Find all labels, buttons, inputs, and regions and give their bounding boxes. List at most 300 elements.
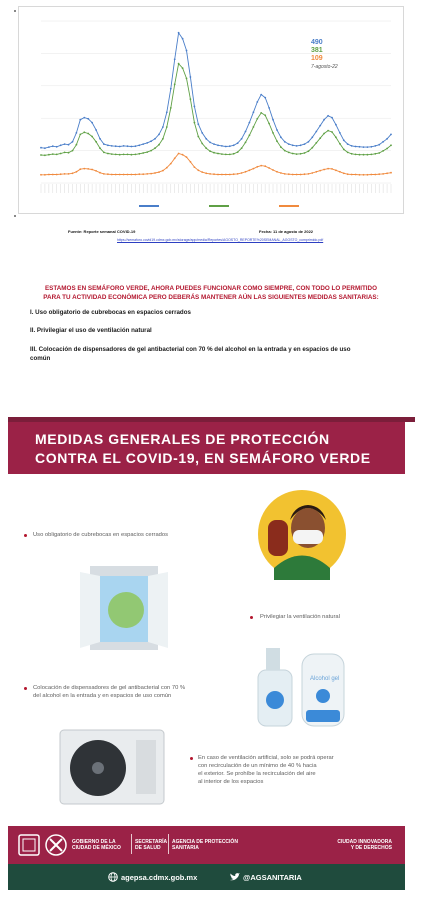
- data-point: [158, 134, 160, 136]
- data-point: [166, 126, 168, 128]
- series-line-1: [41, 64, 391, 156]
- data-point: [154, 138, 156, 140]
- open-window-illustration: [78, 562, 170, 654]
- data-point: [213, 143, 215, 145]
- footer-divider: [168, 834, 169, 854]
- source-link[interactable]: https://semaforo.covid19.cdmx.gob.mx/storage/app/media/Reportes/AGOSTO_REPORTE%20SEMANAL_AGOSTO_comprimido.pdf: [117, 238, 324, 242]
- antibacterial-gel-illustration: [252, 644, 348, 728]
- data-point: [260, 165, 262, 167]
- data-point: [209, 150, 211, 152]
- data-point: [323, 119, 325, 121]
- data-point: [209, 173, 211, 175]
- data-point: [245, 142, 247, 144]
- notice-line-2: PARA TU ACTIVIDAD ECONÓMICA PERO DEBERÁS MANTENER AÚN LAS SIGUIENTES MEDIDAS SANITARIAS:: [43, 294, 379, 301]
- data-point: [56, 174, 58, 176]
- data-point: [221, 153, 223, 155]
- data-point: [253, 168, 255, 170]
- data-point: [363, 154, 365, 156]
- bullet-av-line-3: el exterior. Se prohíbe la recirculación del aire: [198, 771, 316, 777]
- data-point: [331, 117, 333, 119]
- legend-swatch: [279, 205, 299, 207]
- chart-frame: [18, 6, 404, 214]
- data-point: [162, 170, 164, 172]
- data-point: [135, 154, 137, 156]
- data-point: [323, 169, 325, 171]
- data-point: [162, 138, 164, 140]
- data-point: [264, 114, 266, 116]
- website-link[interactable]: agepsa.cdmx.gob.mx: [121, 873, 198, 882]
- data-point: [123, 145, 125, 147]
- hand-wash-icon: [266, 691, 284, 709]
- data-point: [249, 134, 251, 136]
- data-point: [280, 172, 282, 174]
- data-point: [182, 38, 184, 40]
- data-point: [142, 152, 144, 154]
- data-point: [162, 126, 164, 128]
- data-point: [119, 146, 121, 148]
- data-point: [138, 173, 140, 175]
- data-point: [308, 173, 310, 175]
- data-point: [174, 83, 176, 85]
- masked-person-illustration: [256, 488, 348, 580]
- bullet-av-line-1: En caso de ventilación artificial, solo se podrá operar: [198, 755, 334, 761]
- data-point: [315, 142, 317, 144]
- data-point: [178, 32, 180, 34]
- data-point: [79, 168, 81, 170]
- data-point: [237, 142, 239, 144]
- data-point: [367, 154, 369, 156]
- window-shutter-right: [148, 572, 168, 648]
- data-point: [351, 145, 353, 147]
- data-point: [292, 144, 294, 146]
- data-point: [99, 172, 101, 174]
- data-point: [115, 145, 117, 147]
- data-point: [131, 174, 133, 176]
- data-point: [190, 76, 192, 78]
- data-point: [343, 139, 345, 141]
- data-point: [205, 172, 207, 174]
- data-point: [280, 146, 282, 148]
- data-point: [68, 144, 70, 146]
- data-point: [355, 154, 357, 156]
- data-point: [272, 169, 274, 171]
- tree-foliage: [108, 592, 144, 628]
- data-point: [174, 157, 176, 159]
- bullet-gel-line-2: del alcohol en la entrada y en espacios de uso común: [33, 693, 172, 699]
- data-point: [178, 63, 180, 65]
- data-point: [363, 146, 365, 148]
- footer-government-bar: [8, 826, 405, 864]
- data-point: [237, 151, 239, 153]
- data-point: [256, 118, 258, 120]
- data-point: [68, 152, 70, 154]
- data-point: [166, 167, 168, 169]
- data-point: [123, 154, 125, 156]
- data-point: [241, 147, 243, 149]
- data-point: [170, 107, 172, 109]
- gel-pump: [266, 648, 280, 670]
- data-point: [87, 133, 89, 135]
- data-point: [72, 150, 74, 152]
- footer-divider: [131, 834, 132, 854]
- data-point: [276, 140, 278, 142]
- data-point: [304, 173, 306, 175]
- page-marker-dot: [14, 215, 16, 217]
- bullet-mask-text: Uso obligatorio de cubrebocas en espacios cerrados: [33, 532, 169, 538]
- data-point: [127, 154, 129, 156]
- data-point: [351, 174, 353, 176]
- data-point: [119, 174, 121, 176]
- data-point: [127, 145, 129, 147]
- footer-secretariat-label: [135, 839, 167, 851]
- data-point: [233, 173, 235, 175]
- data-point: [386, 148, 388, 150]
- legend-swatch: [139, 205, 159, 207]
- data-point: [95, 141, 97, 143]
- source-date: Fecha: 11 de agosto de 2022: [259, 229, 314, 234]
- data-point: [107, 144, 109, 146]
- data-point: [390, 172, 392, 174]
- data-point: [382, 141, 384, 143]
- covid-chart-section: [0, 0, 421, 245]
- data-point: [107, 173, 109, 175]
- chart-legend-values: [311, 39, 338, 71]
- data-point: [351, 153, 353, 155]
- measure-3: [30, 345, 375, 363]
- data-point: [229, 145, 231, 147]
- bullet-dot: [24, 687, 27, 690]
- data-point: [60, 153, 62, 155]
- data-point: [76, 171, 78, 173]
- bullet-ventilation-text: Privilegiar la ventilación natural: [260, 614, 340, 620]
- data-point: [229, 174, 231, 176]
- data-point: [119, 154, 121, 156]
- data-point: [221, 145, 223, 147]
- data-point: [123, 174, 125, 176]
- bullet-av-line-2: con recirculación de un mínimo de 40 % hacia: [198, 763, 317, 769]
- data-point: [146, 151, 148, 153]
- data-point: [182, 154, 184, 156]
- series-line-2: [41, 154, 391, 175]
- data-point: [72, 141, 74, 143]
- ac-fan-hub: [92, 762, 104, 774]
- data-point: [327, 115, 329, 117]
- data-point: [131, 146, 133, 148]
- data-point: [323, 133, 325, 135]
- sec-line-2: DE SALUD: [135, 845, 161, 851]
- data-point: [64, 143, 66, 145]
- data-point: [174, 58, 176, 60]
- cdmx-logo-icon: [44, 833, 68, 857]
- data-point: [256, 101, 258, 103]
- hospitalization-line-chart: [19, 7, 405, 215]
- data-point: [339, 143, 341, 145]
- data-point: [374, 174, 376, 176]
- data-point: [190, 161, 192, 163]
- data-point: [339, 171, 341, 173]
- data-point: [308, 141, 310, 143]
- data-point: [382, 150, 384, 152]
- data-point: [229, 154, 231, 156]
- data-point: [131, 154, 133, 156]
- bottle-label: Alcohol gel: [310, 676, 340, 682]
- data-point: [103, 173, 105, 175]
- data-point: [205, 147, 207, 149]
- data-point: [40, 174, 42, 176]
- data-point: [284, 150, 286, 152]
- data-point: [170, 88, 172, 90]
- data-point: [225, 174, 227, 176]
- data-point: [154, 172, 156, 174]
- data-point: [253, 126, 255, 128]
- data-point: [359, 174, 361, 176]
- data-point: [40, 154, 42, 156]
- data-point: [221, 174, 223, 176]
- legend-date: 7-agosto-22: [311, 64, 338, 70]
- data-point: [253, 111, 255, 113]
- data-point: [311, 136, 313, 138]
- data-point: [166, 111, 168, 113]
- data-point: [378, 173, 380, 175]
- data-point: [355, 174, 357, 176]
- air-conditioner-illustration: [56, 724, 168, 810]
- data-point: [87, 168, 89, 170]
- data-point: [284, 173, 286, 175]
- gov-line-1: GOBIERNO DE LA: [72, 839, 116, 845]
- data-point: [347, 143, 349, 145]
- data-point: [225, 154, 227, 156]
- measure-2: II. Privilegiar el uso de ventilación natural: [30, 327, 152, 334]
- gov-line-2: CIUDAD DE MÉXICO: [72, 845, 121, 851]
- data-point: [327, 168, 329, 170]
- data-point: [146, 142, 148, 144]
- data-point: [359, 154, 361, 156]
- data-point: [319, 125, 321, 127]
- data-point: [370, 174, 372, 176]
- data-point: [268, 167, 270, 169]
- data-point: [319, 137, 321, 139]
- data-point: [217, 144, 219, 146]
- data-point: [194, 106, 196, 108]
- data-point: [213, 173, 215, 175]
- data-point: [209, 142, 211, 144]
- data-point: [79, 119, 81, 121]
- data-point: [76, 144, 78, 146]
- data-point: [170, 163, 172, 165]
- data-point: [363, 174, 365, 176]
- data-point: [158, 171, 160, 173]
- data-point: [327, 130, 329, 132]
- data-point: [245, 171, 247, 173]
- data-point: [194, 166, 196, 168]
- data-point: [99, 138, 101, 140]
- data-point: [213, 152, 215, 154]
- window-shutter-left: [80, 572, 100, 648]
- data-point: [272, 119, 274, 121]
- data-point: [296, 145, 298, 147]
- infographic-title-line-1: MEDIDAS GENERALES DE PROTECCIÓN: [35, 431, 330, 447]
- bullet-artificial-ventilation-text: [198, 754, 334, 786]
- data-point: [339, 132, 341, 134]
- data-point: [201, 143, 203, 145]
- data-point: [201, 132, 203, 134]
- data-point: [60, 144, 62, 146]
- data-point: [280, 136, 282, 138]
- city-seal-icon: [18, 834, 40, 856]
- data-point: [158, 144, 160, 146]
- data-point: [374, 153, 376, 155]
- data-point: [260, 94, 262, 96]
- data-point: [142, 143, 144, 145]
- data-point: [367, 146, 369, 148]
- bullet-dot: [250, 616, 253, 619]
- data-point: [315, 171, 317, 173]
- legend-value-green: 381: [311, 47, 323, 54]
- bullet-dot: [190, 757, 193, 760]
- data-point: [197, 123, 199, 125]
- data-point: [107, 153, 109, 155]
- data-point: [83, 131, 85, 133]
- data-point: [87, 118, 89, 120]
- data-point: [335, 136, 337, 138]
- measure-3-line-2: común: [30, 355, 51, 362]
- notice-line-1: ESTAMOS EN SEMÁFORO VERDE, AHORA PUEDES FUNCIONAR COMO SIEMPRE, CON TODO LO PERMITIDO: [44, 285, 377, 292]
- data-point: [83, 117, 85, 119]
- data-point: [52, 145, 54, 147]
- data-point: [335, 169, 337, 171]
- data-point: [91, 169, 93, 171]
- data-point: [91, 122, 93, 124]
- data-point: [52, 153, 54, 155]
- series-line-0: [41, 33, 391, 148]
- data-point: [48, 154, 50, 156]
- data-point: [331, 168, 333, 170]
- data-point: [40, 147, 42, 149]
- data-point: [276, 129, 278, 131]
- data-point: [347, 152, 349, 154]
- data-point: [347, 173, 349, 175]
- data-point: [150, 150, 152, 152]
- data-point: [288, 173, 290, 175]
- data-point: [138, 144, 140, 146]
- data-point: [335, 124, 337, 126]
- footer-government-label: [72, 839, 121, 851]
- data-point: [370, 146, 372, 148]
- data-point: [264, 165, 266, 167]
- ac-side-panel: [136, 740, 156, 794]
- data-point: [68, 173, 70, 175]
- bullet-gel-line-1: Colocación de dispensadores de gel antibacterial con 70 %: [33, 685, 186, 691]
- data-point: [386, 172, 388, 174]
- data-point: [367, 174, 369, 176]
- raised-hand-icon: [268, 520, 288, 556]
- data-point: [233, 153, 235, 155]
- data-point: [304, 143, 306, 145]
- data-point: [374, 145, 376, 147]
- data-point: [233, 144, 235, 146]
- plus-icon: [316, 689, 330, 703]
- city-line-2: Y DE DERECHOS: [350, 845, 392, 851]
- data-point: [378, 152, 380, 154]
- data-point: [241, 172, 243, 174]
- data-point: [382, 173, 384, 175]
- data-point: [311, 172, 313, 174]
- data-point: [111, 153, 113, 155]
- data-point: [127, 174, 129, 176]
- data-point: [186, 78, 188, 80]
- footer-contact-bar: [8, 864, 405, 890]
- data-point: [111, 174, 113, 176]
- data-point: [135, 145, 137, 147]
- data-point: [115, 174, 117, 176]
- data-point: [44, 154, 46, 156]
- data-point: [83, 168, 85, 170]
- legend-value-orange: 109: [311, 55, 323, 62]
- twitter-icon: [230, 873, 240, 881]
- data-point: [300, 174, 302, 176]
- data-point: [178, 153, 180, 155]
- data-point: [186, 50, 188, 52]
- data-point: [201, 171, 203, 173]
- data-point: [142, 173, 144, 175]
- footer-city-motto: [326, 839, 392, 851]
- data-point: [60, 173, 62, 175]
- globe-icon: [108, 872, 118, 882]
- data-point: [370, 154, 372, 156]
- data-point: [378, 144, 380, 146]
- social-handle-link[interactable]: @AGSANITARIA: [243, 873, 302, 882]
- data-point: [249, 122, 251, 124]
- data-point: [150, 140, 152, 142]
- sec-line-1: SECRETARÍA: [135, 839, 168, 845]
- data-point: [154, 147, 156, 149]
- source-label: Fuente: Reporte semanal COVID-19: [68, 229, 136, 234]
- data-point: [241, 138, 243, 140]
- data-point: [95, 170, 97, 172]
- data-point: [79, 134, 81, 136]
- data-point: [311, 147, 313, 149]
- data-point: [288, 143, 290, 145]
- data-point: [217, 174, 219, 176]
- data-point: [264, 97, 266, 99]
- bullet-dot: [24, 534, 27, 537]
- data-point: [225, 146, 227, 148]
- data-point: [355, 146, 357, 148]
- data-point: [308, 150, 310, 152]
- measure-3-line-1: III. Colocación de dispensadores de gel antibacterial con 70 % del alcohol en la entrada y en espacios de uso: [30, 346, 351, 353]
- data-point: [64, 152, 66, 154]
- bullet-gel-text: [33, 684, 185, 700]
- data-point: [319, 170, 321, 172]
- data-point: [386, 138, 388, 140]
- data-point: [99, 147, 101, 149]
- data-point: [260, 112, 262, 114]
- data-point: [138, 153, 140, 155]
- data-point: [135, 174, 137, 176]
- data-point: [56, 154, 58, 156]
- data-point: [48, 174, 50, 176]
- data-point: [331, 131, 333, 133]
- data-point: [249, 169, 251, 171]
- measure-1: I. Uso obligatorio de cubrebocas en espacios cerrados: [30, 309, 191, 316]
- bullet-av-line-4: al interior de los espacios: [198, 779, 264, 785]
- data-point: [296, 153, 298, 155]
- data-point: [217, 153, 219, 155]
- data-point: [284, 141, 286, 143]
- agency-line-2: SANITARIA: [172, 845, 199, 851]
- data-point: [52, 174, 54, 176]
- data-point: [115, 154, 117, 156]
